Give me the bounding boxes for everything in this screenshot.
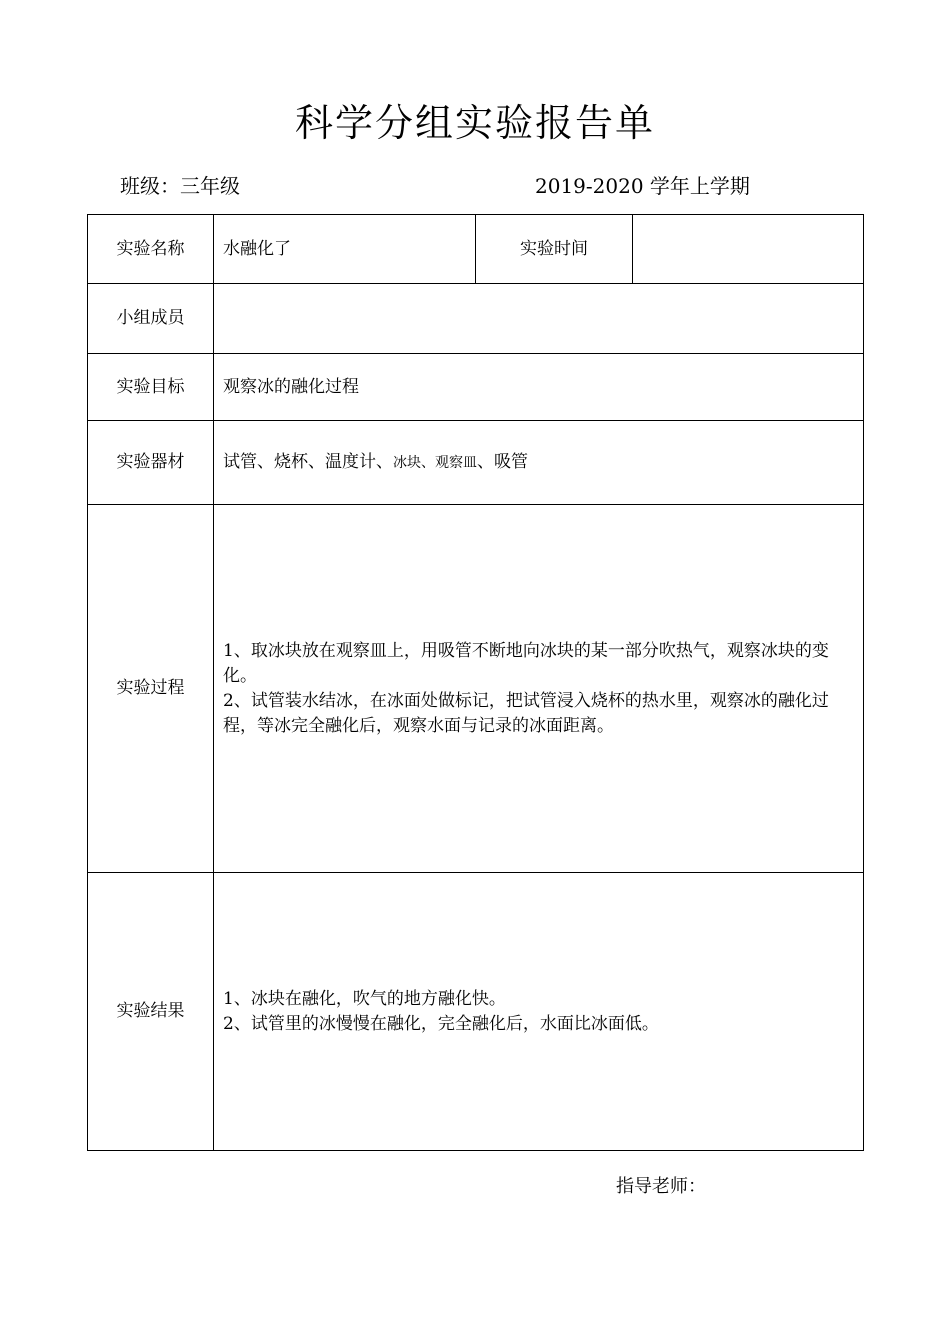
group-members-value xyxy=(214,284,864,354)
page-title: 科学分组实验报告单 xyxy=(294,101,655,145)
experiment-materials-label: 实验器材 xyxy=(88,421,214,505)
materials-text-3: 、吸管 xyxy=(477,451,528,472)
class-label: 班级：三年级 xyxy=(120,174,240,198)
experiment-materials-value xyxy=(214,421,864,505)
experiment-time-label: 实验时间 xyxy=(476,215,633,284)
materials-text-2: 冰块、观察皿 xyxy=(393,454,477,471)
result-item-1: 1、冰块在融化，吹气的地方融化快。 xyxy=(223,988,506,1009)
experiment-name-value: 水融化了 xyxy=(214,215,476,284)
process-step-2: 2、试管装水结冰，在冰面处做标记，把试管浸入烧杯的热水里，观察冰的融化过程，等冰完全融化后，观察水面与记录的冰面距离。 xyxy=(223,690,829,736)
row-experiment-result xyxy=(88,873,864,1151)
result-item-2: 2、试管里的冰慢慢在融化，完全融化后，水面比冰面低。 xyxy=(223,1013,659,1034)
row-experiment-name xyxy=(88,215,864,284)
row-experiment-process xyxy=(88,505,864,873)
experiment-goal-label: 实验目标 xyxy=(88,354,214,421)
report-table xyxy=(87,214,864,1151)
group-members-label: 小组成员 xyxy=(88,284,214,354)
teacher-signature-label: 指导老师： xyxy=(616,1176,706,1197)
experiment-name-label: 实验名称 xyxy=(88,215,214,284)
term-label: 2019-2020 学年上学期 xyxy=(535,174,750,198)
experiment-process-label: 实验过程 xyxy=(88,505,214,873)
row-group-members xyxy=(88,284,864,354)
experiment-time-value xyxy=(633,215,864,284)
experiment-goal-value: 观察冰的融化过程 xyxy=(214,354,864,421)
experiment-process-value xyxy=(214,505,864,873)
experiment-result-label: 实验结果 xyxy=(88,873,214,1151)
process-step-1: 1、取冰块放在观察皿上，用吸管不断地向冰块的某一部分吹热气，观察冰块的变化。 xyxy=(223,640,829,686)
row-experiment-materials xyxy=(88,421,864,505)
materials-text-1: 试管、烧杯、温度计、 xyxy=(223,451,393,472)
row-experiment-goal xyxy=(88,354,864,421)
experiment-result-value xyxy=(214,873,864,1151)
